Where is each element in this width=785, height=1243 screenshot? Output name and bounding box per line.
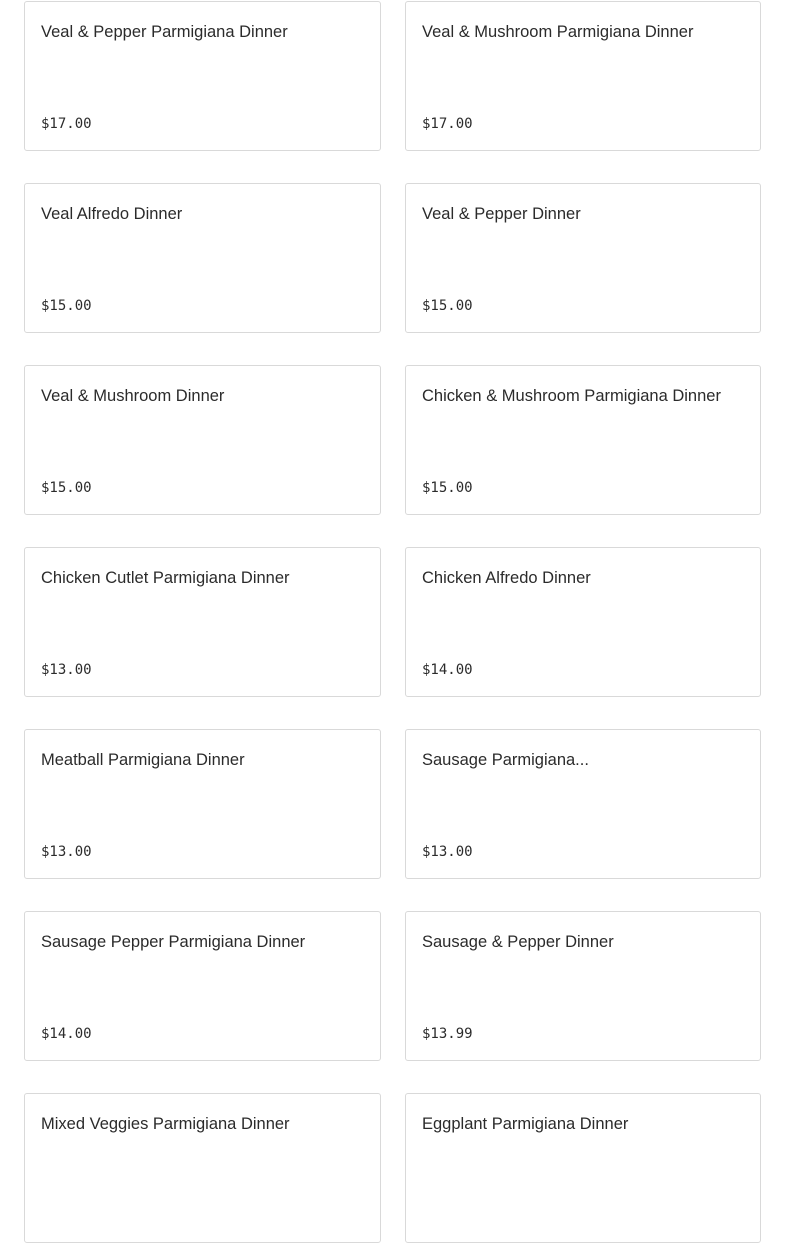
menu-item-name: Meatball Parmigiana Dinner [41, 751, 245, 769]
menu-item-name: Veal & Mushroom Dinner [41, 387, 225, 405]
menu-item-card[interactable] [405, 911, 761, 1061]
menu-item-price: $15.00 [422, 298, 473, 314]
menu-item-card[interactable] [24, 1093, 381, 1243]
menu-item-price: $14.00 [422, 662, 473, 678]
menu-item-card[interactable] [24, 365, 381, 515]
menu-item-name: Veal & Mushroom Parmigiana Dinner [422, 23, 694, 41]
menu-item-card[interactable] [24, 729, 381, 879]
menu-item-card[interactable] [405, 1093, 761, 1243]
menu-item-price: $14.00 [41, 1026, 92, 1042]
menu-item-card[interactable] [24, 1, 381, 151]
menu-item-name: Mixed Veggies Parmigiana Dinner [41, 1115, 290, 1133]
menu-item-card[interactable] [405, 183, 761, 333]
menu-item-name: Chicken & Mushroom Parmigiana Dinner [422, 387, 721, 405]
menu-item-name: Sausage Parmigiana... [422, 751, 589, 769]
menu-item-card[interactable] [405, 729, 761, 879]
menu-item-name: Veal & Pepper Parmigiana Dinner [41, 23, 288, 41]
menu-item-price: $13.00 [422, 844, 473, 860]
menu-item-card[interactable] [405, 365, 761, 515]
menu-item-price: $15.00 [41, 298, 92, 314]
menu-item-card[interactable] [24, 911, 381, 1061]
menu-item-price: $13.00 [41, 662, 92, 678]
menu-item-card[interactable] [24, 547, 381, 697]
menu-item-name: Chicken Alfredo Dinner [422, 569, 591, 587]
menu-item-price: $13.99 [422, 1026, 473, 1042]
menu-item-name: Sausage & Pepper Dinner [422, 933, 614, 951]
menu-item-name: Veal & Pepper Dinner [422, 205, 581, 223]
menu-item-price: $17.00 [41, 116, 92, 132]
menu-item-card[interactable] [24, 183, 381, 333]
menu-item-price: $13.00 [41, 844, 92, 860]
menu-item-name: Eggplant Parmigiana Dinner [422, 1115, 629, 1133]
menu-item-price: $15.00 [422, 480, 473, 496]
menu-item-name: Chicken Cutlet Parmigiana Dinner [41, 569, 290, 587]
menu-item-name: Veal Alfredo Dinner [41, 205, 183, 223]
menu-item-price: $15.00 [41, 480, 92, 496]
menu-item-card[interactable] [405, 1, 761, 151]
menu-item-card[interactable] [405, 547, 761, 697]
menu-item-price: $17.00 [422, 116, 473, 132]
menu-item-name: Sausage Pepper Parmigiana Dinner [41, 933, 306, 951]
